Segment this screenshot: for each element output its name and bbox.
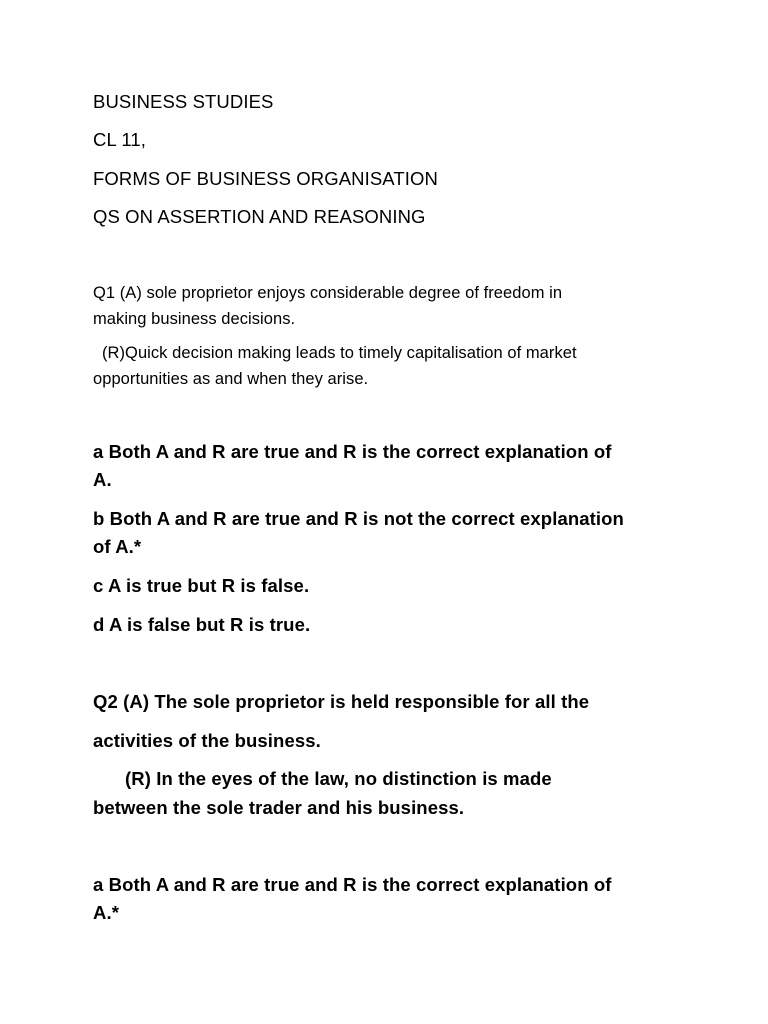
q1-reason-line1: (R)Quick decision making leads to timely capitalisation of market [102, 344, 577, 362]
q2-reason-line2: between the sole trader and his business. [93, 797, 465, 818]
q2-assertion-line1: Q2 (A) The sole proprietor is held responsible for all the [93, 691, 590, 712]
q2-option-a-line1: a Both A and R are true and R is the correct explanation of [93, 874, 612, 895]
q1-option-d: d A is false but R is true. [93, 614, 311, 635]
q1-reason-line2: opportunities as and when they arise. [93, 370, 369, 388]
q1-option-a-line2: A. [93, 469, 112, 490]
q2-option-a-line2: A.* [93, 902, 119, 923]
q2-assertion-line2: activities of the business. [93, 730, 321, 751]
chapter-heading: FORMS OF BUSINESS ORGANISATION [93, 168, 438, 189]
q1-option-b-line1: b Both A and R are true and R is not the correct explanation [93, 508, 624, 529]
subject-heading: BUSINESS STUDIES [93, 91, 274, 112]
q2-reason-line1: (R) In the eyes of the law, no distinction is made [125, 768, 552, 789]
q1-option-b-line2: of A.* [93, 536, 142, 557]
q1-option-c: c A is true but R is false. [93, 575, 310, 596]
class-heading: CL 11, [93, 129, 147, 150]
q1-assertion-line2: making business decisions. [93, 310, 296, 328]
q1-assertion-line1: Q1 (A) sole proprietor enjoys considerable degree of freedom in [93, 284, 563, 302]
topic-heading: QS ON ASSERTION AND REASONING [93, 206, 426, 227]
q1-option-a-line1: a Both A and R are true and R is the correct explanation of [93, 441, 612, 462]
